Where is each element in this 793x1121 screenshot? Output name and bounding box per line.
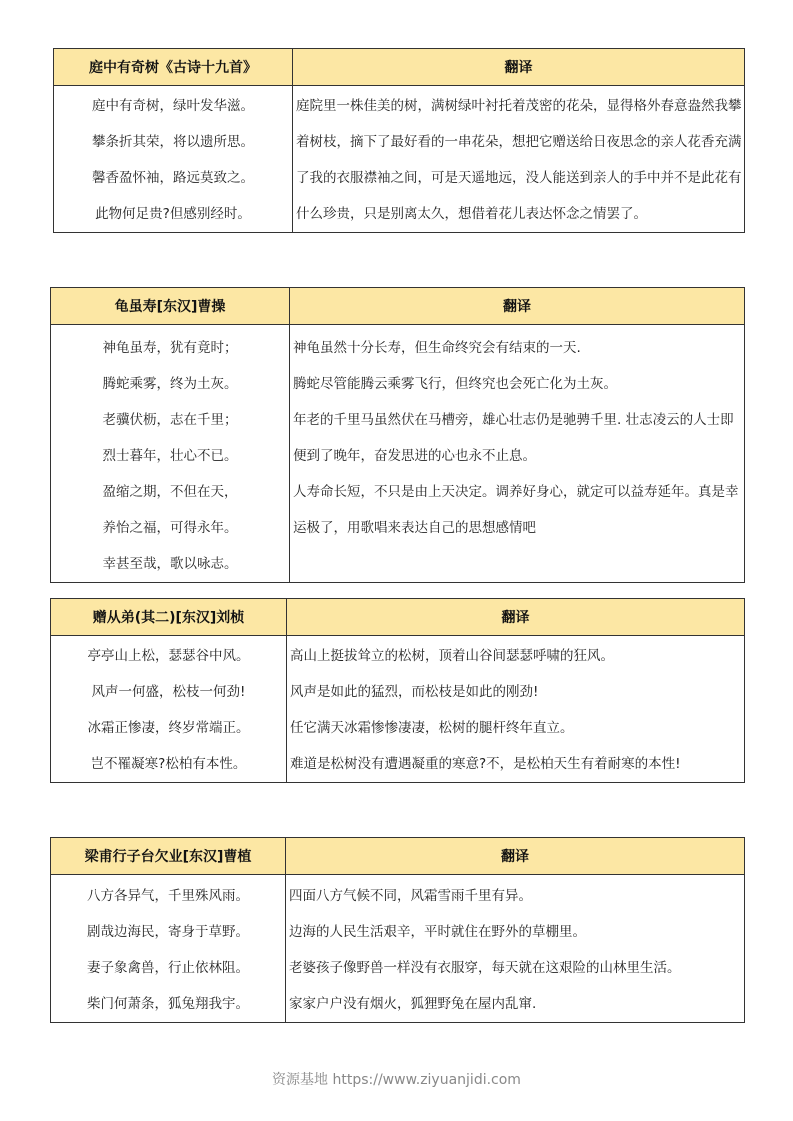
poem-lines [51,636,287,783]
translation-paragraph: 老婆孩子像野兽一样没有衣服穿，每天就在这艰险的山林里生活。 [289,960,681,976]
poem-line: 养怡之福，可得永年。 [102,520,238,536]
poem-line: 神龟虽寿，犹有竟时； [102,340,238,356]
poem-line: 岂不罹凝寒?松柏有本性。 [90,756,247,772]
translation-paragraph: 腾蛇尽管能腾云乘雾飞行，但终究也会死亡化为土灰。 [293,376,617,392]
translation-paragraph: 家家户户没有烟火，狐狸野兔在屋内乱窜. [289,996,537,1012]
translation-header: 翻译 [293,49,745,86]
poem-line: 幸甚至哉，歌以咏志。 [102,556,238,572]
poem-line: 剧哉边海民，寄身于草野。 [87,924,249,940]
footer-source: 资源基地 https://www.ziyuanjidi.com [272,1072,521,1088]
translation-paragraph: 任它满天冰霜惨惨凄凄，松树的腿杆终年直立。 [290,720,574,736]
poem-lines [51,875,286,1023]
poem-line: 妻子象禽兽，行止依林阻。 [87,960,249,976]
poem-title: 庭中有奇树《古诗十九首》 [54,49,293,86]
translation-cell [293,86,745,233]
poem-title: 梁甫行子台欠业[东汉]曹植 [51,838,286,875]
translation-header: 翻译 [290,288,745,325]
poem-line: 盈缩之期，不但在天， [102,484,238,500]
poem-line: 攀条折其荣，将以遗所思。 [92,134,254,150]
translation-paragraph: 难道是松树没有遭遇凝重的寒意?不，是松柏天生有着耐寒的本性! [290,756,681,772]
translation-paragraph: 高山上挺拔耸立的松树，顶着山谷间瑟瑟呼啸的狂风。 [290,648,614,664]
poem-lines [51,325,290,583]
poem-line: 风声一何盛，松枝一何劲! [91,684,246,700]
translation-paragraph: 人寿命长短，不只是由上天决定。调养好身心，就定可以益寿延年。真是幸运极了，用歌唱来表达自己的思想感情吧 [293,484,739,536]
poem-line: 此物何足贵?但感别经时。 [95,206,251,222]
poem-line: 柴门何萧条，狐兔翔我宇。 [87,996,249,1012]
poem-title: 赠从弟(其二)[东汉]刘桢 [51,599,287,636]
poem-line: 亭亭山上松，瑟瑟谷中风。 [87,648,250,664]
translation-header: 翻译 [287,599,745,636]
translation-paragraph: 年老的千里马虽然伏在马槽旁，雄心壮志仍是驰骋千里. 壮志凌云的人士即便到了晚年，奋发思进的心也永不止息。 [293,412,734,464]
translation-paragraph: 神龟虽然十分长寿，但生命终究会有结束的一天. [293,340,581,356]
poem-line: 腾蛇乘雾，终为土灰。 [102,376,238,392]
poem-title: 龟虽寿[东汉]曹操 [51,288,290,325]
translation-paragraph: 四面八方气候不同，风霜雪雨千里有异。 [289,888,532,904]
translation-paragraph: 风声是如此的猛烈，而松枝是如此的刚劲! [290,684,539,700]
poem-line: 烈士暮年，壮心不已。 [102,448,238,464]
poem-table-3 [50,598,745,783]
translation-cell [290,325,745,583]
poem-table-4 [50,837,745,1023]
translation-paragraph: 边海的人民生活艰辛，平时就住在野外的草棚里。 [289,924,586,940]
poem-line: 八方各异气，千里殊风雨。 [87,888,249,904]
poem-table-1 [53,48,745,233]
translation-paragraph: 庭院里一株佳美的树，满树绿叶衬托着茂密的花朵，显得格外春意盎然我攀着树枝，摘下了最好看的一串花朵，想把它赠送给日夜思念的亲人花香充满了我的衣服襟袖之间，可是天遥地远，没人能送到亲人的手中并不是此花有什么珍贵，只是别离太久，想借着花儿表达怀念之情罢了。 [296,98,742,222]
poem-lines [54,86,293,233]
poem-line: 老骥伏枥，志在千里； [102,412,238,428]
translation-cell [286,875,745,1023]
poem-table-2 [50,287,745,583]
poem-line: 庭中有奇树，绿叶发华滋。 [92,98,254,114]
translation-cell [287,636,745,783]
poem-line: 冰霜正惨凄，终岁常端正。 [87,720,250,736]
translation-header: 翻译 [286,838,745,875]
poem-line: 馨香盈怀袖，路远莫致之。 [92,170,254,186]
